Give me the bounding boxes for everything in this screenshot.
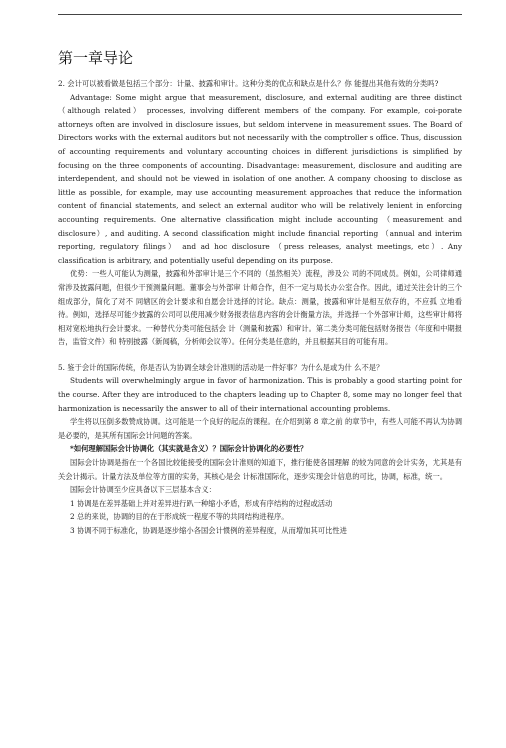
list-item: 1 协调是在差异基础上并对差异进行趴一种缩小矛盾，形成有序结构的过程或活动 <box>70 498 333 508</box>
question-2-english-answer: Advantage: Some might argue that measurement, disclosure, and external auditing are three distinct （although related） processes, involving different members of the company. For example, coi-porate attorneys often are involved in disclosure issues, but seldom intervene in measurement ssues. The Board of Directors works with the external auditors but not necessarily with the comptroller s office. Thus, discussion of accounting requirements and voluntary accounting choices in different jurisdictions is simplified by focusing on the three components of accounting. Disadvantage: measurement, disclosure and auditing are interdependent, and should not be viewed in isolation of one another. A company choosing to disclose as little as possible, for example, may use accounting measurement approaches that reduce the information content of financial statements, and select an external auditor who will be relatively lenient in enforcing accounting requirements. One alternative classification might include accounting （measurement and disclosure）, and auditing. A second classification might include financial reporting （annual and interim reporting, regulatory filings） and ad hoc disclosure （press releases, analyst meetings, etc）. Any classification is arbitrary, and potentially useful depending on its purpose. <box>58 92 462 265</box>
question-5: 5. 鉴于会计的国际传统，你是否认为协调全球会计准则的活动是一件好事？为什么是或为什 么不是？ <box>58 362 384 372</box>
list-item: 2 总的来说，协调的目的在于形成统一程度不等的共同结构进程序。 <box>70 512 289 522</box>
document-page <box>58 48 462 538</box>
list-item: 3 协调不同于标准化，协调是逐步缩小各国会计惯例的差异程度，从而增加其可比性进 <box>70 526 347 535</box>
harmonization-heading: *如何理解国际会计协调化（其实就是含义）？国际会计协调化的必要性？ <box>70 444 308 454</box>
harmonization-definition: 国际会计协调是指在一个各国比较能接受的国际会计准则的知道下，推行能使各国理解 的较为同意的会计实务，尤其是有关会计揭示。计量方法及单位等方面的实务，其核心是会 计标准国际化，逐步实现会计信息的可比，协调，标准，统一。 <box>58 458 462 481</box>
question-5-english-answer: Students will overwhelmingly argue in favor of harmonization. This is probably a good starting point for the course. After they are introduced to the chapters leading up to Chapter 8, some may no longer feel that harmonization is necessarily the answer to all of their international accounting problems. <box>58 376 462 413</box>
question-5-chinese-answer: 学生将以压倒多数赞成协调。这可能是一个良好的起点的课程。在介绍到第 8 章之前 的章节中，有些人可能不再认为协调是必要的，是其所有国际会计问题的答案。 <box>58 417 462 440</box>
question-2-chinese-answer: 优势：一些人可能认为测量，披露和外部审计是三个不同的（虽然相关）流程，涉及公 司的不同成员。例如，公司律师通常涉及披露问题，但很少干预测量问题。董事会与外部审 计师合作，但不一定与局长办公室合作。因此，通过关注会计的三个组成部分，简化了对不 同辖区的会计要求和自愿会计选择的讨论。缺点：测量，披露和审计是相互依存的，不应孤 立地看待。例如，选择尽可能少披露的公司可以使用减少财务报表信息内容的会计衡量方法，并选择一个外部审计师，这些审计师将相对宽松地执行会计要求。一种替代分类可能包括会 计（测量和披露）和审计。第二类分类可能包括财务报告（年度和中期报告，监管文件）和 特别披露（新闻稿，分析师会议等）。任何分类是任意的，并且根据其目的可能有用。 <box>58 269 462 347</box>
chapter-title: 第一章导论 <box>58 49 134 67</box>
question-2: 2. 会计可以被看做是包括三个部分：计量、披露和审计。这种分类的优点和缺点是什么？你 能提出其他有效的分类吗? <box>58 79 439 88</box>
harmonization-meaning-intro: 国际会计协调至少应具备以下三层基本含义： <box>70 485 216 495</box>
header-rule <box>58 14 462 15</box>
